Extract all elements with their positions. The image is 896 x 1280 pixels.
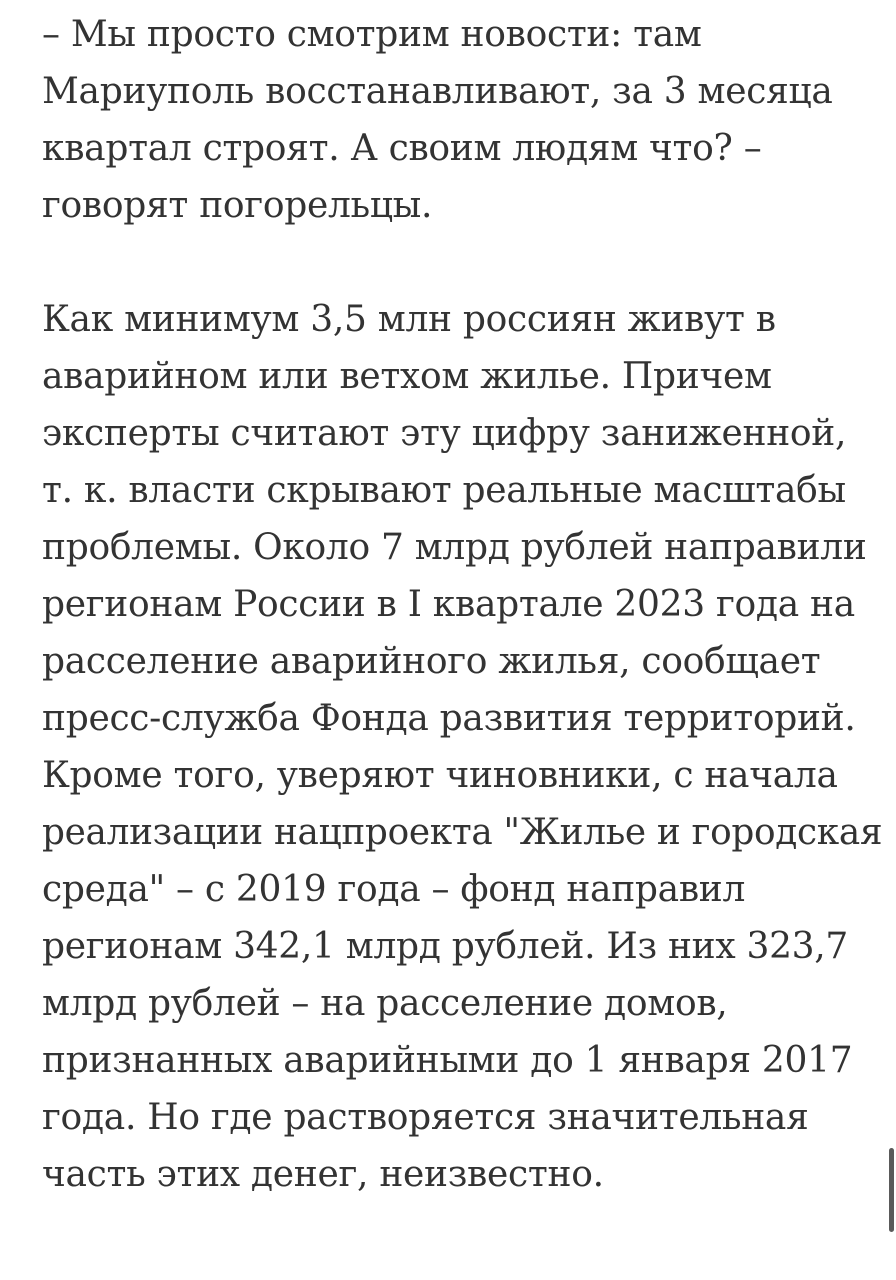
text-line: говорят погорельцы. bbox=[42, 185, 433, 226]
text-line: квартал строят. А своим людям что? – bbox=[42, 128, 762, 169]
text-line: пресс-служба Фонда развития территорий. bbox=[42, 698, 856, 739]
text-line: признанных аварийными до 1 января 2017 bbox=[42, 1040, 853, 1081]
text-line: Мариуполь восстанавливают, за 3 месяца bbox=[42, 71, 833, 112]
text-line: года. Но где растворяется значительная bbox=[42, 1097, 809, 1138]
text-line: аварийном или ветхом жилье. Причем bbox=[42, 356, 772, 397]
text-line: реализации нацпроекта "Жилье и городская bbox=[42, 812, 883, 853]
text-line: часть этих денег, неизвестно. bbox=[42, 1154, 604, 1195]
text-line: среда" – с 2019 года – фонд направил bbox=[42, 869, 746, 910]
text-line: регионам России в I квартале 2023 года на bbox=[42, 584, 855, 625]
article-paragraph-main bbox=[42, 291, 882, 1203]
text-line: Кроме того, уверяют чиновники, с начала bbox=[42, 755, 838, 796]
article-paragraph-quote bbox=[42, 6, 882, 234]
text-line: проблемы. Около 7 млрд рублей направили bbox=[42, 527, 867, 568]
article-body bbox=[42, 6, 882, 1203]
text-line: регионам 342,1 млрд рублей. Из них 323,7 bbox=[42, 926, 849, 967]
text-line: эксперты считают эту цифру заниженной, bbox=[42, 413, 847, 454]
text-line: Как минимум 3,5 млн россиян живут в bbox=[42, 299, 776, 340]
text-line: т. к. власти скрывают реальные масштабы bbox=[42, 470, 846, 511]
text-line: – Мы просто смотрим новости: там bbox=[42, 14, 702, 55]
text-line: млрд рублей – на расселение домов, bbox=[42, 983, 728, 1024]
text-line: расселение аварийного жилья, сообщает bbox=[42, 641, 821, 682]
vertical-scrollbar[interactable] bbox=[889, 1148, 894, 1232]
